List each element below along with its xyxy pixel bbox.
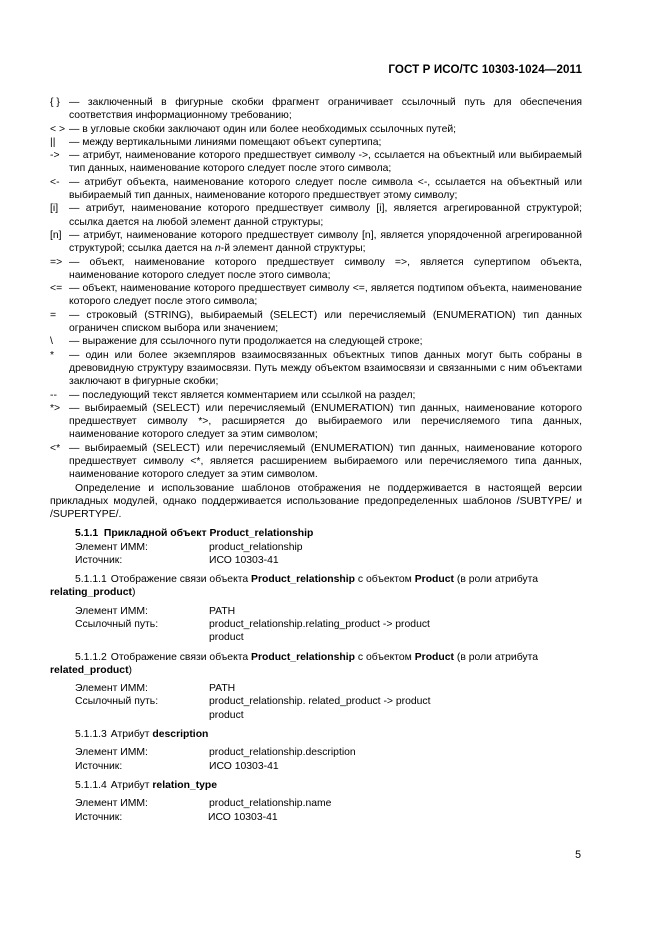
definition-text: — объект, наименование которого предшествует символу =>, является супертипом объекта, наименование которого следует после этого символа; [69,256,582,281]
subsection-heading-cont: related_product) [50,664,132,676]
definition-symbol: [i] [50,203,59,215]
document-body [50,96,582,824]
subsection-heading: 5.1.1.3 Атрибут description [75,729,209,741]
definition-symbol: -- [50,389,57,401]
subsection-row: Элемент ИММ: product_relationship.name [75,798,332,810]
definition-item [50,389,582,402]
subsection-row: product [209,632,244,644]
subsection-row: Элемент ИММ: PATH [75,683,236,695]
definition-text: — выбираемый (SELECT) или перечисляемый (ENUMERATION) тип данных, наименование которого предшествует символу <*, является расширением выбираемого или перечисляемого типа данных, наименование которого следует за этим символом. [69,442,582,481]
definition-item [50,149,582,176]
definition-text: — атрибут, наименование которого предшествует символу [i], является агрегированной структурой; ссылка дается на любой элемент данной структуры; [69,203,582,228]
intro-paragraph: Определение и использование шаблонов отображения не поддерживается в настоящей версии прикладных модулей, однако поддерживается использование предопределенных шаблонов /SUBTYPE/ и /SUPERTYPE/. [50,482,582,521]
page-number: 5 [575,849,581,861]
definition-text: — атрибут объекта, наименование которого следует после символа <-, ссылается на объектный или выбираемый тип данных, наименование которого предшествует этому символу; [69,176,582,202]
definition-symbol: = [50,309,57,321]
definition-item [50,136,582,149]
definition-symbol: || [50,136,56,148]
definition-text: — в угловые скобки заключают один или более необходимых ссылочных путей; [69,123,457,135]
subsection-row: Элемент ИММ: product_relationship.description [75,747,356,759]
definition-text: — выражение для ссылочного пути продолжается на следующей строке; [69,336,423,348]
definition-symbol: <* [50,442,61,454]
definition-item [50,202,582,229]
subsection-row: Элемент ИММ: PATH [75,605,236,617]
definition-text: — объект, наименование которого предшествует символу <=, является подтипом объекта, наименование которого следует после этого символа; [69,283,582,308]
definition-item [50,256,582,283]
definition-symbol: \ [50,336,53,348]
section-row: Элемент ИММ: product_relationship [75,541,303,553]
subsection-heading: 5.1.1.1 Отображение связи объекта Product_relationship с объектом Product (в роли атрибута [75,574,539,586]
definition-item [50,402,582,442]
definition-text: — заключенный в фигурные скобки фрагмент ограничивает ссылочный путь для обеспечения соответствия информационному требованию; [69,97,582,122]
definition-list [50,96,582,482]
definition-item [50,309,582,336]
definition-item [50,442,582,482]
definition-text: — последующий текст является комментарием или ссылкой на раздел; [69,389,416,401]
definition-symbol: [n] [50,229,62,241]
definition-item [50,176,582,203]
definition-symbol: -> [50,150,60,162]
definition-text: — атрибут, наименование которого предшествует символу ->, ссылается на объектный или выбираемый тип данных, наименование которого следует после этого символа; [69,150,582,175]
definition-symbol: *> [50,402,61,414]
definition-item [50,335,582,348]
definition-symbol: <- [50,176,60,188]
section-heading: 5.1.1 Прикладной объект Product_relationship [75,527,314,539]
definition-text: — атрибут, наименование которого предшествует символу [n], является упорядоченной агрегированной структурой; ссылка дается на n-й элемент данной структуры; [69,229,582,255]
page-header-title: ГОСТ Р ИСО/ТС 10303-1024—2011 [388,63,582,76]
subsection-heading-cont: relating_product) [50,587,136,599]
definition-symbol: < > [50,123,66,135]
definition-text: — один или более экземпляров взаимосвязанных объектных типов данных могут быть собраны в древовидную структуру взаимосвязи. Путь между объектом взаимосвязи и связанными с ним объектами заключают в фигурные скобки; [69,349,582,388]
subsection-row: Ссылочный путь: product_relationship.relating_product -> product [75,618,430,630]
definition-text: — строковый (STRING), выбираемый (SELECT) или перечисляемый (ENUMERATION) тип данных ограничен списком выбора или значением; [69,309,582,335]
definition-item [50,123,582,136]
subsection-row: Источник: ИСО 10303-41 [75,811,278,823]
subsection-row: Источник: ИСО 10303-41 [75,760,279,772]
subsection-heading: 5.1.1.4 Атрибут relation_type [75,779,218,791]
definition-item [50,96,582,123]
definition-symbol: <= [50,283,63,295]
definition-item [50,229,582,256]
definition-symbol: * [50,349,55,361]
definition-symbol: { } [50,97,60,108]
definition-symbol: => [50,256,63,268]
definition-text: — между вертикальными линиями помещают объект супертипа; [69,136,382,148]
subsection-heading: 5.1.1.2 Отображение связи объекта Product_relationship с объектом Product (в роли атрибута [75,651,539,663]
subsection-row: Ссылочный путь: product_relationship. related_product -> product [75,696,431,708]
definition-text: — выбираемый (SELECT) или перечисляемый (ENUMERATION) тип данных, наименование которого предшествует символу *>, расширяется до выбираемого или перечисляемого типа данных, наименование которого следует за этим символом; [69,402,582,441]
definition-item [50,349,582,389]
subsection-row: product [209,709,244,721]
definition-item [50,282,582,309]
section-row: Источник: ИСО 10303-41 [75,554,279,566]
